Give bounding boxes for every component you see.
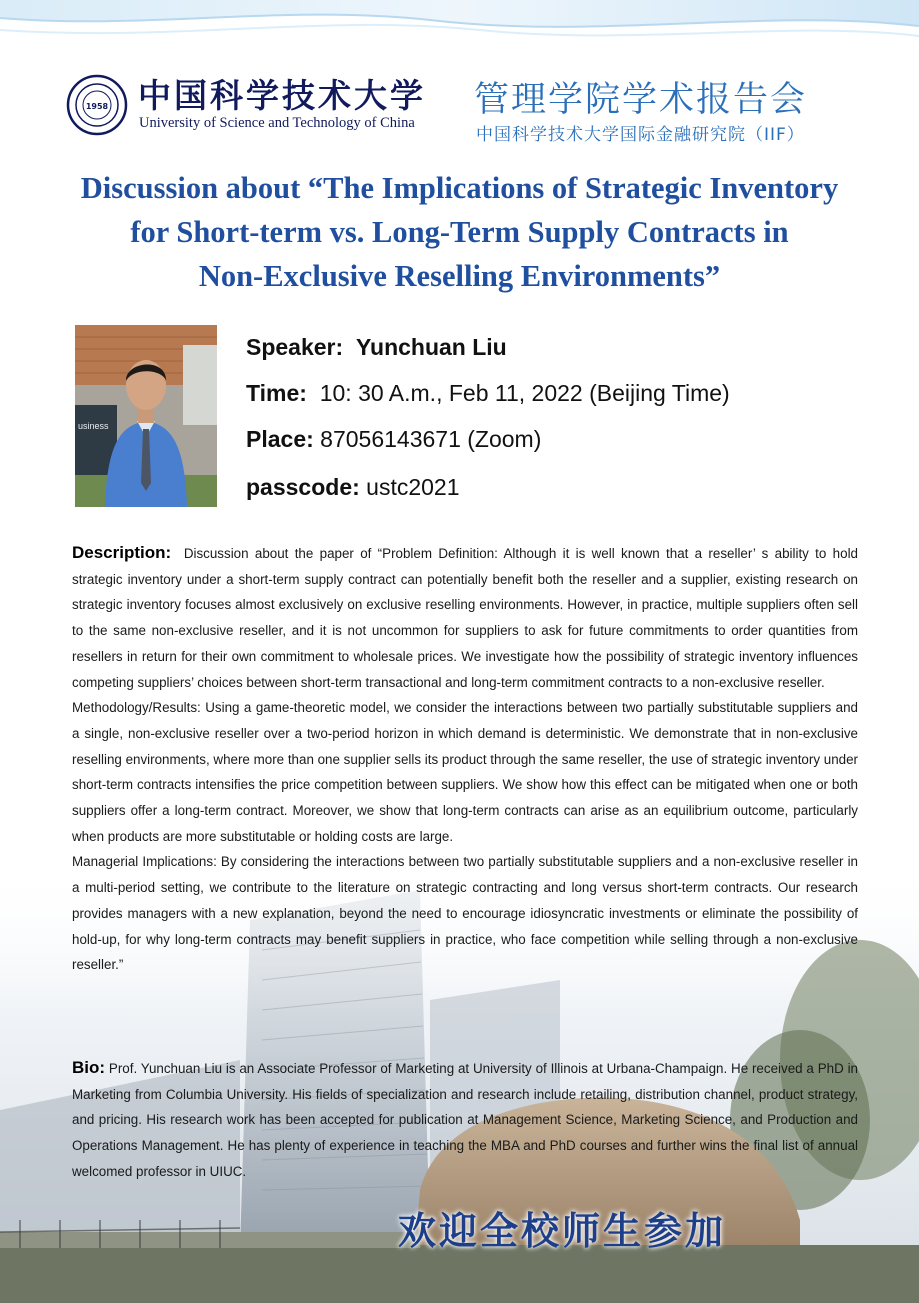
event-title: 管理学院学术报告会: [474, 80, 808, 120]
place-line: [246, 426, 541, 453]
bio-section: [72, 1055, 858, 1185]
top-wave-decoration: [0, 0, 919, 70]
place-label: Place:: [246, 426, 314, 452]
place-value: 87056143671 (Zoom): [320, 426, 542, 452]
time-label: Time:: [246, 380, 307, 406]
speaker-line: [246, 334, 507, 361]
event-subtitle: 中国科学技术大学国际金融研究院（IIF）: [476, 125, 805, 145]
talk-title-line: for Short-term vs. Long-Term Supply Contracts in: [130, 215, 789, 249]
photo-sign-text: usiness: [78, 421, 109, 431]
time-line: [246, 380, 730, 407]
talk-title: [40, 166, 879, 298]
passcode-value: ustc2021: [366, 474, 460, 500]
university-name-cn: 中国科学技术大学: [138, 76, 426, 115]
talk-title-line: Discussion about “The Implications of Strategic Inventory: [80, 171, 839, 205]
passcode-label: passcode:: [246, 474, 360, 500]
speaker-photo: [75, 325, 217, 507]
description-methodology: Methodology/Results: Using a game-theoretic model, we consider the interactions between two partially substitutable suppliers and a single, non-exclusive reseller over a two-period horizon in which demand is deterministic. We demonstrate that in non-exclusive reselling environments, where more than one supplier sells its product through the same reseller, the use of strategic inventory under short-term contracts intensifies the price competition between suppliers. We show how this effect can be mitigated when one or both suppliers offer a long-term contract. Moreover, we show that long-term contracts can arise as an equilibrium outcome, particularly when products are more substitutable or holding costs are large.: [72, 700, 858, 844]
emblem-year: 1958: [85, 102, 109, 111]
bio-text: Prof. Yunchuan Liu is an Associate Professor of Marketing at University of Illinois at Urbana-Champaign. He received a PhD in Marketing from Columbia University. His fields of specialization and research include retailing, distribution channel, product strategy, and pricing. His research work has been accepted for publication at Management Science, Marketing Science, and Production and Operations Management. He has plenty of experience in teaching the MBA and PhD courses and further wins the final list of annual welcomed professor in UIUC.: [72, 1061, 858, 1179]
university-emblem-icon: [66, 74, 128, 136]
description-intro-text: Discussion about the paper of “Problem Definition: Although it is well known that a reseller’ s ability to hold strategic inventory under a short-term supply contract can potentially benefit both the reseller and a supplier, existing research on strategic inventory focuses almost exclusively on exclusive reselling environments. However, in practice, multiple suppliers often sell to the same non-exclusive reseller, and it is not uncommon for suppliers to ask for future commitments to order quantities from resellers in return for their own commitment to wholesale prices. We investigate how the possibility of strategic inventory influences competing suppliers’ choices between short-term transactional and long-term commitment contracts to a non-exclusive reseller.: [72, 546, 858, 690]
speaker-name: Yunchuan Liu: [355, 334, 507, 360]
description-section: [72, 540, 858, 978]
speaker-label: Speaker:: [246, 334, 344, 360]
university-name-en: University of Science and Technology of China: [139, 115, 415, 131]
passcode-line: [246, 474, 460, 501]
welcome-banner: 欢迎全校师生参加: [398, 1208, 727, 1253]
bio-label: Bio:: [72, 1058, 106, 1077]
description-intro: [72, 540, 858, 695]
time-value: 10: 30 A.m., Feb 11, 2022 (Beijing Time): [319, 380, 730, 406]
description-implications: Managerial Implications: By considering the interactions between two partially substitutable suppliers and a non-exclusive reseller in a multi-period setting, we contribute to the literature on strategic contracting and long versus short-term contracts. Our research provides managers with a new explanation, beyond the need to encourage idiosyncratic investments or eliminate the possibility of hold-up, for why long-term contracts may benefit suppliers in practice, who face competition while selling through a non-exclusive reseller.”: [72, 854, 858, 973]
description-label: Description:: [72, 543, 172, 562]
talk-title-line: Non-Exclusive Reselling Environments”: [198, 259, 721, 293]
